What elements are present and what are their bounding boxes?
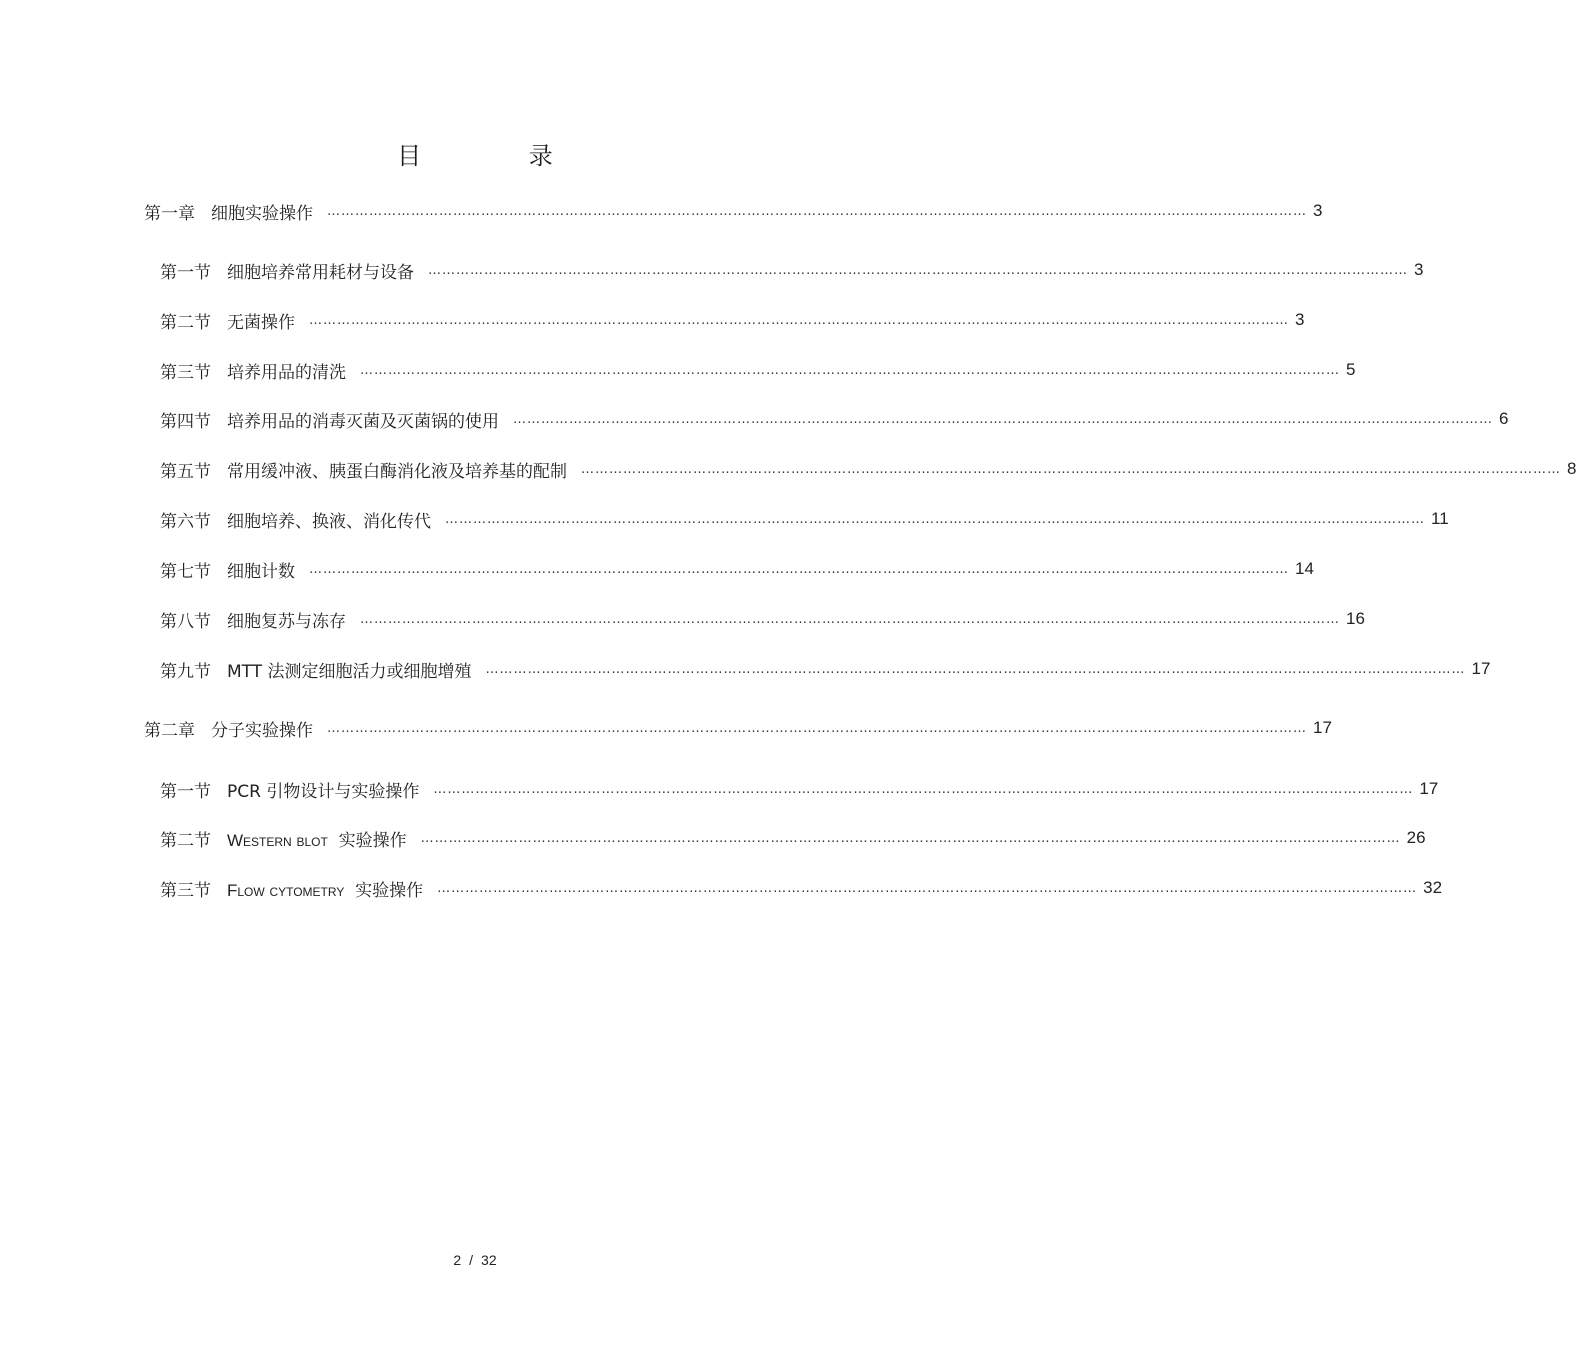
dot-leader: …………………………………………………………………………………………………………………………………………………………………………………………: [360, 362, 1340, 378]
page-number: 5: [1346, 360, 1356, 379]
section-number: 第一节: [160, 262, 211, 283]
toc-section-1-5[interactable]: [160, 456, 1576, 482]
page-number: 3: [1414, 260, 1424, 279]
chapter-number: 第一章: [144, 203, 195, 224]
section-title: MTT 法测定细胞活力或细胞增殖: [227, 661, 472, 682]
toc-section-1-7[interactable]: [160, 556, 1314, 582]
section-title-chinese: 实验操作: [338, 830, 407, 851]
dot-leader: …………………………………………………………………………………………………………………………………………………………………………………………: [437, 880, 1418, 896]
section-number: 第三节: [160, 362, 211, 383]
toc-section-1-9[interactable]: [160, 656, 1491, 682]
section-number: 第一节: [160, 781, 211, 802]
current-page-number: 2: [453, 1252, 462, 1268]
page-number: 14: [1295, 559, 1314, 578]
section-title: 培养用品的清洗: [227, 362, 346, 383]
page-number: 16: [1346, 609, 1365, 628]
section-title: 细胞复苏与冻存: [227, 611, 346, 632]
page-number: 17: [1471, 659, 1491, 678]
section-number: 第二节: [160, 830, 211, 851]
toc-section-1-4[interactable]: [160, 406, 1509, 432]
page-number: 26: [1406, 828, 1426, 847]
toc-section-2-1[interactable]: [160, 776, 1439, 802]
chapter-title: 细胞实验操作: [211, 203, 313, 224]
section-title: 细胞计数: [227, 561, 295, 582]
toc-section-1-6[interactable]: [160, 506, 1449, 532]
dot-leader: …………………………………………………………………………………………………………………………………………………………………………………………: [309, 561, 1289, 577]
section-number: 第八节: [160, 611, 211, 632]
page-number: 8: [1567, 459, 1576, 478]
toc-chapter-2[interactable]: [144, 715, 1332, 741]
dot-leader: …………………………………………………………………………………………………………………………………………………………………………………………: [581, 461, 1561, 477]
page-number: 11: [1431, 509, 1449, 528]
dot-leader: …………………………………………………………………………………………………………………………………………………………………………………………: [433, 781, 1414, 797]
section-title-english: Flow cytometry: [227, 880, 345, 900]
toc-section-2-2[interactable]: [160, 825, 1426, 851]
chapter-number: 第二章: [144, 720, 195, 741]
section-number: 第六节: [160, 511, 211, 532]
toc-section-1-8[interactable]: [160, 606, 1365, 632]
dot-leader: …………………………………………………………………………………………………………………………………………………………………………………………: [327, 720, 1307, 736]
section-number: 第二节: [160, 312, 211, 333]
toc-section-1-2[interactable]: [160, 307, 1305, 333]
page-title: 目 录: [397, 142, 603, 170]
dot-leader: …………………………………………………………………………………………………………………………………………………………………………………………: [309, 312, 1289, 328]
page-separator: /: [469, 1252, 474, 1268]
section-title: 细胞培养常用耗材与设备: [227, 262, 414, 283]
dot-leader: …………………………………………………………………………………………………………………………………………………………………………………………: [485, 661, 1466, 677]
section-number: 第七节: [160, 561, 211, 582]
total-pages: 32: [481, 1252, 497, 1268]
page-footer: [0, 1252, 950, 1268]
dot-leader: …………………………………………………………………………………………………………………………………………………………………………………………: [445, 511, 1425, 527]
page-number: 17: [1419, 779, 1439, 798]
section-title-english: Western blot: [227, 830, 328, 850]
section-title: [227, 826, 407, 851]
dot-leader: …………………………………………………………………………………………………………………………………………………………………………………………: [428, 262, 1408, 278]
page-number: 3: [1313, 201, 1323, 220]
page-number: 32: [1423, 878, 1443, 897]
section-number: 第四节: [160, 411, 211, 432]
toc-chapter-1[interactable]: [144, 198, 1323, 224]
dot-leader: …………………………………………………………………………………………………………………………………………………………………………………………: [327, 203, 1307, 219]
dot-leader: …………………………………………………………………………………………………………………………………………………………………………………………: [513, 411, 1493, 427]
page-number: 3: [1295, 310, 1305, 329]
section-title: 无菌操作: [227, 312, 295, 333]
section-title: [227, 876, 423, 901]
section-title: PCR 引物设计与实验操作: [227, 781, 420, 802]
dot-leader: …………………………………………………………………………………………………………………………………………………………………………………………: [420, 830, 1401, 846]
section-title: 常用缓冲液、胰蛋白酶消化液及培养基的配制: [227, 461, 567, 482]
toc-section-1-3[interactable]: [160, 357, 1356, 383]
section-title: 培养用品的消毒灭菌及灭菌锅的使用: [227, 411, 499, 432]
section-number: 第五节: [160, 461, 211, 482]
chapter-title: 分子实验操作: [211, 720, 313, 741]
toc-section-2-3[interactable]: [160, 875, 1443, 901]
section-title: 细胞培养、换液、消化传代: [227, 511, 431, 532]
section-number: 第九节: [160, 661, 211, 682]
toc-section-1-1[interactable]: [160, 257, 1424, 283]
dot-leader: …………………………………………………………………………………………………………………………………………………………………………………………: [360, 611, 1340, 627]
section-number: 第三节: [160, 880, 211, 901]
section-title-chinese: 实验操作: [355, 880, 424, 901]
page-number: 17: [1313, 718, 1332, 737]
page-number: 6: [1499, 409, 1509, 428]
